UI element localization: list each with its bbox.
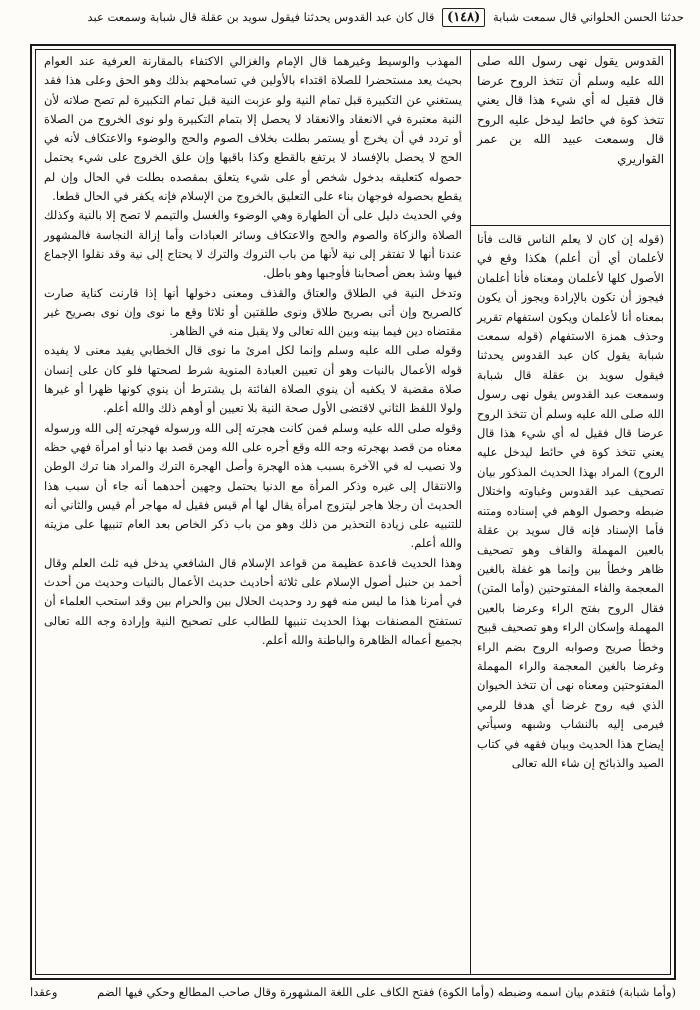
main-paragraph: وتدخل النية في الطلاق والعتاق والقذف ومعنى دخولها أنها إذا قارنت كناية صارت كالصريح وإن أتى بصريح طلاق ونوى طلقتين أو ثلاثا وقع ما نوى وإن نوى بصريح غير مقتضاه دين فيما بينه وبين الله تعالى ولا يقبل منه في الظاهر.: [44, 285, 462, 339]
margin-commentary: [470, 226, 670, 974]
footer-text: (وأما شبابة) فتقدم بيان اسمه وضبطه (وأما الكوة) ففتح الكاف على اللغة المشهورة وقال صاحب المطالع وحكي فيها الضم: [97, 985, 676, 999]
page-footer: [30, 982, 676, 1002]
catchword: وعقدا: [30, 985, 58, 999]
main-paragraph: وقوله صلى الله عليه وسلم وإنما لكل امرئ ما نوى قال الخطابي يفيد معنى لا يفيده قوله الأعمال بالنيات وهو أن تعيين العبادة المنوية شرط لصحتها فلو كان على إنسان صلاة مقضية لا يكفيه أن ينوي الصلاة الفائتة بل يشترط أن ينوي كونها ظهرا أو غيرها ولولا اللفظ الثاني لاقتضى الأول صحة النية بلا تعيين أو أوهم ذلك والله أعلم.: [44, 343, 462, 416]
frame-inner: [35, 49, 671, 975]
margin-commentary-text: (قوله إن كان لا يعلم الناس قالت فأنا لأعلمان أي أن أعلم) هكذا وقع في الأصول كلها لأعلمان ومعناه فأنا أعلمان فيجوز أن تكون بالإرادة ويجوز أن يكون بمعناه أنا لأعلمان ويكون استفهام تقرير وحذف همزة الاستفهام (قوله سمعت شبابة يقول كان عبد القدوس يحدثنا فيقول سويد بن عقلة قال شبابة وسمعت عبد القدوس يقول نهى رسول الله صلى الله عليه وسلم أن تتخذ الروح عرضا قال فقيل له أي شيء هذا قال يعني تتخذ كوة في حائط ليدخل عليه الروح) المراد بهذا الحديث المذكور بيان تصحيف عبد القدوس وغباوته واختلال ضبطه وحصول الوهم في إسناده ومتنه فأما الإسناد فإنه قال سويد بن عقلة بالعين المهملة والقاف وهو تصحيف ظاهر وخطأ بين وإنما هو غفلة بالغين المعجمة والفاء المفتوحتين (وأما المتن) فقال الروح بفتح الراء وعرضا بالعين المهملة وإسكان الراء وهو تصحيف قبيح وخطأ صريح وصوابه الروح بضم الراء وغرضا بالغين المعجمة والراء المهملة المفتوحتين ومعناه نهى أن تتخذ الحيوان الذي فيه روح غرضا أي هدفا للرمي فيرمى إليه بالنشاب وشبهه وسيأتي إيضاح هذا الحديث وبيان فقهه في كتاب الصيد والذبائح إن شاء الله تعالى: [477, 232, 664, 770]
page-number: (١٤٨): [442, 8, 485, 27]
page-header: [22, 8, 684, 42]
main-commentary: [36, 50, 470, 974]
matn-block: [470, 50, 670, 226]
page-frame: [30, 44, 676, 980]
header-text-left: قال كان عبد القدوس يحدثنا فيقول سويد بن عقلة قال شبابة وسمعت عبد: [87, 10, 435, 24]
main-paragraph: وهذا الحديث قاعدة عظيمة من قواعد الإسلام قال الشافعي يدخل فيه ثلث العلم وقال أحمد بن حنبل أصول الإسلام على ثلاثة أحاديث حديث الأعمال بالنيات وحديث من أحدث في أمرنا هذا ما ليس منه فهو رد وحديث الحلال بين والحرام بين وقد استحب العلماء أن تستفتح المصنفات بهذا الحديث تنبيها للطالب على تصحيح النية وإرادة وجه الله تعالى بجميع أعماله الظاهرة والباطنة والله أعلم.: [44, 555, 462, 647]
page: [22, 8, 684, 1002]
main-paragraph: المهذب والوسيط وغيرهما قال الإمام والغزالي الاكتفاء بالمقارنة العرفية عند العوام بحيث يعد مستحضرا للصلاة اقتداء بالأولين في تسامحهم بذلك وهو الحق وعلى هذا فقد يستغني عن التكبيرة قبل تمام النية ولو عزبت النية قبل تمام التكبيرة لم تصح صلاته لأن النية معتبرة في الانعقاد والانعقاد لا يحصل إلا بتمام التكبيرة ولو نوى الخروج من الصلاة أو تردد في أن يخرج أو يستمر بطلت بخلاف الصوم والحج والوضوء والاعتكاف لأنه في الحج لا يحصل بالإفساد لا يرتفع بالقطع وكذا باقيها وإن علق الخروج على شيء يحتمل حصوله كتعليقه بدخول شخص أو على شيء يتعلق بمقصده بطلت في الحال وإن لم يقطع بحصوله فوجهان بناء على التعليق بالخروج من الإسلام فإنه يكفر في الحال قطعا.: [44, 54, 462, 204]
main-paragraph: وقوله صلى الله عليه وسلم فمن كانت هجرته إلى الله ورسوله فهجرته إلى الله ورسوله معناه من قصد بهجرته وجه الله وقع أجره على الله ومن قصد بها دنيا أو امرأة فهي حظه ولا نصيب له في الآخرة بسبب هذه الهجرة وأصل الهجرة الترك والمراد هنا ترك الوطن والانتقال إلى غيره وذكر المرأة مع الدنيا يحتمل وجهين أحدهما أنه جاء أن سبب هذا الحديث أن رجلا هاجر ليتزوج امرأة يقال لها أم قيس فقيل له مهاجر أم قيس والثاني أنه للتنبيه على زيادة التحذير من ذلك وهو من باب ذكر الخاص بعد العام تنبيها على مزيته والله أعلم.: [44, 420, 462, 551]
matn-text: القدوس يقول نهى رسول الله صلى الله عليه وسلم أن تتخذ الروح عرضا قال فقيل له أي شيء هذا قال يعني تتخذ كوة في حائط ليدخل عليه الروح قال وسمعت عبيد الله بن عمر القواريري: [477, 54, 664, 166]
main-paragraph: وفي الحديث دليل على أن الطهارة وهي الوضوء والغسل والتيمم لا تصح إلا بالنية وكذلك الصلاة والزكاة والصوم والحج والاعتكاف وسائر العبادات وأما إزالة النجاسة فالمشهور عندنا أنها لا تفتقر إلى نية لأنها من باب التروك والترك لا يحتاج إلى نية وقد نقلوا الإجماع فيها وشذ بعض أصحابنا فأوجبها وهو باطل.: [44, 208, 462, 281]
header-text-right: حدثنا الحسن الحلواني قال سمعت شبابة: [492, 10, 684, 24]
